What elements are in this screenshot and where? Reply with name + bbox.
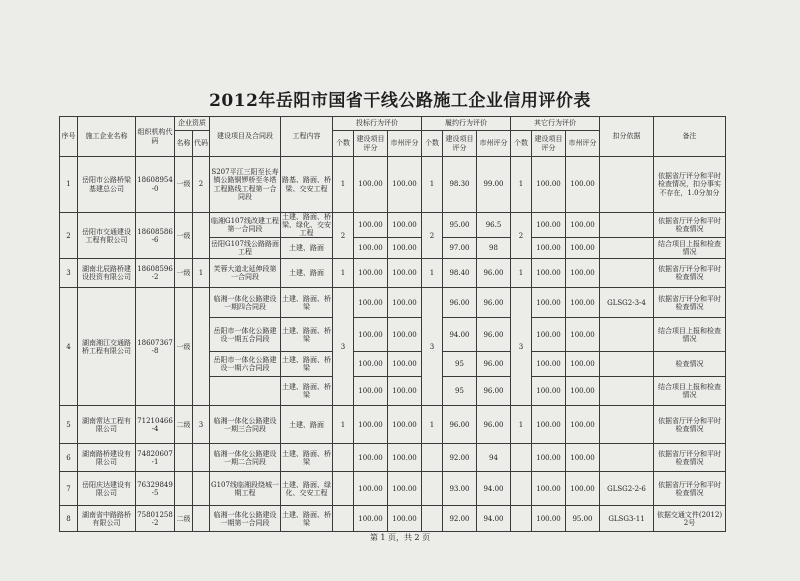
- table-cell: 4: [60, 288, 78, 406]
- table-cell: 100.00: [388, 238, 422, 259]
- table-cell: 2: [422, 213, 443, 259]
- table-cell: 1: [511, 157, 532, 213]
- table-cell: [422, 472, 443, 506]
- table-cell: 95.00: [566, 506, 600, 532]
- col-header: 建设项目评分: [354, 131, 388, 157]
- table-cell: 二级: [175, 406, 193, 444]
- table-cell: 3: [422, 288, 443, 406]
- table-cell: 2: [60, 213, 78, 259]
- table-cell: [193, 444, 210, 472]
- table-cell: 土建、路面、桥梁: [281, 506, 333, 532]
- table-cell: 92.00: [443, 506, 477, 532]
- table-cell: 100.00: [354, 213, 388, 238]
- table-cell: 1: [193, 259, 210, 288]
- table-cell: [175, 472, 193, 506]
- table-cell: 18608596-2: [136, 259, 175, 288]
- table-cell: 土建、路面: [281, 259, 333, 288]
- table-cell: 100.00: [532, 506, 566, 532]
- table-cell: 97.00: [443, 238, 477, 259]
- table-cell: 95.00: [443, 213, 477, 238]
- table-cell: 100.00: [388, 318, 422, 352]
- col-header: 履约行为评价: [422, 117, 511, 131]
- table-cell: 100.00: [388, 406, 422, 444]
- col-header: 工程内容: [281, 117, 333, 157]
- table-cell: 土建、路面、桥梁: [281, 318, 333, 352]
- table-cell: 100.00: [388, 288, 422, 318]
- table-cell: 100.00: [532, 157, 566, 213]
- table-cell: 94.00: [443, 318, 477, 352]
- table-cell: 1: [333, 406, 354, 444]
- table-cell: 土建、路面、桥梁: [281, 377, 333, 406]
- table-cell: 100.00: [566, 157, 600, 213]
- table-cell: 1: [422, 157, 443, 213]
- table-cell: 74820607-1: [136, 444, 175, 472]
- table-cell: 土建、路面: [281, 406, 333, 444]
- table-cell: 100.00: [388, 213, 422, 238]
- table-cell: 93.00: [443, 472, 477, 506]
- table-cell: 95: [443, 352, 477, 377]
- table-cell: 95: [443, 377, 477, 406]
- table-cell: 100.00: [532, 318, 566, 352]
- table-cell: 临湘一体化公路建设一期三合同段: [210, 406, 281, 444]
- table-cell: 18607367-8: [136, 288, 175, 406]
- table-cell: 100.00: [354, 238, 388, 259]
- table-cell: 临湘一体化公路建设一期四合同段: [210, 288, 281, 318]
- table-cell: [210, 377, 281, 406]
- table-cell: 一级: [175, 259, 193, 288]
- table-cell: 100.00: [532, 352, 566, 377]
- col-header: 建设项目评分: [532, 131, 566, 157]
- table-cell: 100.00: [532, 444, 566, 472]
- table-cell: 二级: [175, 506, 193, 532]
- table-cell: 98.30: [443, 157, 477, 213]
- col-header: 市州评分: [477, 131, 511, 157]
- col-header: 企业资质: [175, 117, 210, 131]
- table-cell: 18608586-6: [136, 213, 175, 259]
- col-header: 建设项目及合同段: [210, 117, 281, 157]
- table-row: [60, 259, 726, 288]
- table-cell: 96.00: [443, 288, 477, 318]
- table-row: [60, 472, 726, 506]
- table-cell: 96.00: [477, 377, 511, 406]
- table-cell: [193, 288, 210, 406]
- col-header: 组织机构代码: [136, 117, 175, 157]
- table-cell: [600, 238, 654, 259]
- table-cell: [600, 444, 654, 472]
- table-cell: 湖南路桥建设有限公司: [78, 444, 136, 472]
- table-cell: [511, 506, 532, 532]
- table-cell: 92.00: [443, 444, 477, 472]
- table-cell: [175, 444, 193, 472]
- table-cell: 结合项目上报和检查情况: [654, 377, 726, 406]
- table-cell: 依据省厅评分和平时检查情况: [654, 406, 726, 444]
- table-row: [60, 444, 726, 472]
- table-cell: 1: [422, 406, 443, 444]
- table-cell: 18608954-0: [136, 157, 175, 213]
- table-cell: 76329849-5: [136, 472, 175, 506]
- table-cell: [600, 352, 654, 377]
- table-cell: 芙蓉大道北延伸段第一合同段: [210, 259, 281, 288]
- col-header: 施工企业名称: [78, 117, 136, 157]
- table-cell: 100.00: [388, 259, 422, 288]
- table-cell: 2: [511, 213, 532, 259]
- table-cell: 100.00: [388, 157, 422, 213]
- col-header: 序号: [60, 117, 78, 157]
- col-header: 备注: [654, 117, 726, 157]
- col-header: 建设项目评分: [443, 131, 477, 157]
- table-cell: 96.00: [477, 318, 511, 352]
- table-cell: 100.00: [532, 288, 566, 318]
- table-cell: 100.00: [566, 318, 600, 352]
- table-cell: 土建、路面、绿化、交安工程: [281, 472, 333, 506]
- table-cell: 100.00: [532, 472, 566, 506]
- table-cell: 100.00: [566, 377, 600, 406]
- table-cell: 94: [477, 444, 511, 472]
- table-cell: [422, 506, 443, 532]
- table-cell: 100.00: [354, 406, 388, 444]
- table-cell: 湖南省中路路桥有限公司: [78, 506, 136, 532]
- table-cell: 土建、路面、桥梁: [281, 444, 333, 472]
- table-cell: 100.00: [566, 259, 600, 288]
- table-cell: 3: [333, 288, 354, 406]
- table-cell: 依据省厅评分和平时检查情况: [654, 444, 726, 472]
- page-footer: 第 1 页，共 2 页: [369, 533, 431, 542]
- table-cell: 结合项目上报和检查情况: [654, 238, 726, 259]
- table-cell: 100.00: [532, 238, 566, 259]
- table-cell: 100.00: [354, 472, 388, 506]
- table-cell: 2: [193, 157, 210, 213]
- table-cell: 土建、路面: [281, 238, 333, 259]
- table-cell: GLSG2-3-4: [600, 288, 654, 318]
- table-cell: 96.00: [477, 352, 511, 377]
- col-header: 个数: [333, 131, 354, 157]
- table-cell: 98.40: [443, 259, 477, 288]
- table-cell: 75801258-2: [136, 506, 175, 532]
- table-cell: 100.00: [354, 288, 388, 318]
- table-cell: 100.00: [532, 377, 566, 406]
- table-cell: 土建、路面、桥梁: [281, 352, 333, 377]
- table-cell: [600, 213, 654, 238]
- table-cell: [333, 506, 354, 532]
- col-header: 个数: [511, 131, 532, 157]
- table-cell: 94.00: [477, 472, 511, 506]
- table-cell: 依据省厅评分和平时检查情况: [654, 259, 726, 288]
- table-cell: 100.00: [354, 157, 388, 213]
- table-cell: 100.00: [566, 213, 600, 238]
- table-cell: 100.00: [354, 377, 388, 406]
- col-header: 市州评分: [566, 131, 600, 157]
- col-header: 扣分依据: [600, 117, 654, 157]
- table-cell: 99.00: [477, 157, 511, 213]
- table-cell: 100.00: [532, 259, 566, 288]
- table-cell: 100.00: [532, 406, 566, 444]
- table-cell: 100.00: [388, 444, 422, 472]
- table-cell: 一级: [175, 157, 193, 213]
- col-header: 名称: [175, 131, 193, 157]
- table-cell: 1: [333, 157, 354, 213]
- table-cell: 100.00: [388, 506, 422, 532]
- table-cell: 结合项目上报和检查情况: [654, 318, 726, 352]
- table-cell: 71210466-4: [136, 406, 175, 444]
- table-cell: 土建、路面、桥梁、绿化、交安工程: [282, 213, 331, 238]
- table-cell: S207平江三阳至长寿镇公路铜锣桥至冬塔工程路线工程第一合同段: [210, 157, 281, 213]
- table-cell: 100.00: [566, 406, 600, 444]
- table-cell: 100.00: [354, 259, 388, 288]
- table-cell: 7: [60, 472, 78, 506]
- table-cell: 1: [511, 259, 532, 288]
- table-cell: [333, 444, 354, 472]
- table-cell: 100.00: [388, 472, 422, 506]
- table-cell: 依据省厅评分和平时检查情况，扣分事实不存在，1.0分加分: [654, 157, 726, 213]
- table-cell: 100.00: [566, 472, 600, 506]
- table-cell: 96.00: [477, 406, 511, 444]
- table-cell: 湖南湘江交通路桥工程有限公司: [78, 288, 136, 406]
- table-cell: [511, 472, 532, 506]
- table-cell: [511, 444, 532, 472]
- table-cell: [600, 318, 654, 352]
- table-cell: 湖南常达工程有限公司: [78, 406, 136, 444]
- table-cell: 100.00: [532, 213, 566, 238]
- table-cell: 3: [60, 259, 78, 288]
- table-cell: 6: [60, 444, 78, 472]
- table-cell: 1: [60, 157, 78, 213]
- table-cell: 100.00: [388, 352, 422, 377]
- table-cell: 98: [477, 238, 511, 259]
- col-header: 市州评分: [388, 131, 422, 157]
- table-cell: 临湘G107线改建工程第一合同段: [210, 213, 281, 238]
- col-header: 代码: [193, 131, 210, 157]
- table-cell: [193, 472, 210, 506]
- table-cell: [422, 444, 443, 472]
- table-cell: 土建、路面、桥梁: [281, 288, 333, 318]
- table-cell: 一级: [175, 288, 193, 406]
- table-cell: 2: [333, 213, 354, 259]
- table-cell: 依据省厅评分和平时检查情况: [654, 213, 726, 238]
- table-cell: GLSG3-11: [600, 506, 654, 532]
- table-cell: GLSG2-2-6: [600, 472, 654, 506]
- table-cell: 100.00: [354, 318, 388, 352]
- table-cell: 100.00: [354, 506, 388, 532]
- col-header: 投标行为评价: [333, 117, 422, 131]
- table-row: [60, 406, 726, 444]
- table-cell: [600, 157, 654, 213]
- table-cell: 100.00: [388, 377, 422, 406]
- table-cell: 1: [333, 259, 354, 288]
- page-title: 2012年岳阳市国省干线公路施工企业信用评价表: [209, 91, 591, 111]
- table-cell: G107线临湘段绕城一期工程: [210, 472, 281, 506]
- table-cell: 8: [60, 506, 78, 532]
- table-cell: 5: [60, 406, 78, 444]
- table-cell: 依据交通文件(2012)2号: [654, 506, 726, 532]
- table-cell: 96.00: [443, 406, 477, 444]
- table-cell: [600, 259, 654, 288]
- table-cell: 岳阳G107线公路路面工程: [210, 238, 281, 259]
- table-cell: [333, 472, 354, 506]
- table-cell: 100.00: [354, 444, 388, 472]
- table-cell: 检查情况: [654, 352, 726, 377]
- table-cell: [600, 377, 654, 406]
- table-cell: 岳阳市一体化公路建设一期六合同段: [210, 352, 281, 377]
- table-cell: 100.00: [566, 444, 600, 472]
- table-cell: 1: [422, 259, 443, 288]
- table-cell: 100.00: [566, 288, 600, 318]
- table-cell: 3: [511, 288, 532, 406]
- table-cell: 岳阳市公路桥梁基建总公司: [78, 157, 136, 213]
- table-cell: 100.00: [354, 352, 388, 377]
- table-cell: 依据省厅评分和平时检查情况: [654, 288, 726, 318]
- table-cell: 临湘一体化公路建设一期二合同段: [210, 444, 281, 472]
- table-cell: 96.00: [477, 259, 511, 288]
- header-row-1: [60, 117, 726, 131]
- table-cell: [600, 406, 654, 444]
- table-row: [60, 288, 726, 318]
- table-row: [60, 213, 726, 238]
- table-cell: 湖南北辰路桥建设投资有限公司: [78, 259, 136, 288]
- table-cell: 94.00: [477, 506, 511, 532]
- table-cell: 96.5: [477, 213, 511, 238]
- table-cell: 岳阳庆达建设有限公司: [78, 472, 136, 506]
- table-cell: 一级: [175, 213, 193, 259]
- table-cell: 岳阳市交通建设工程有限公司: [78, 213, 136, 259]
- table-cell: 1: [511, 406, 532, 444]
- col-header: 个数: [422, 131, 443, 157]
- table-cell: [193, 506, 210, 532]
- table-cell: 岳阳市一体化公路建设一期五合同段: [210, 318, 281, 352]
- table-cell: 路基、路面、桥梁、交安工程: [281, 157, 333, 213]
- table-cell: [193, 213, 210, 259]
- table-row: [60, 506, 726, 532]
- evaluation-table: [59, 116, 726, 532]
- table-cell: 临湘一体化公路建设一期第一合同段: [210, 506, 281, 532]
- col-header: 其它行为评价: [511, 117, 600, 131]
- table-row: [60, 157, 726, 213]
- table-cell: 100.00: [566, 352, 600, 377]
- table-cell: 依据省厅评分和平时检查情况: [654, 472, 726, 506]
- table-cell: 96.00: [477, 288, 511, 318]
- table-cell: 100.00: [566, 238, 600, 259]
- table-cell: 3: [193, 406, 210, 444]
